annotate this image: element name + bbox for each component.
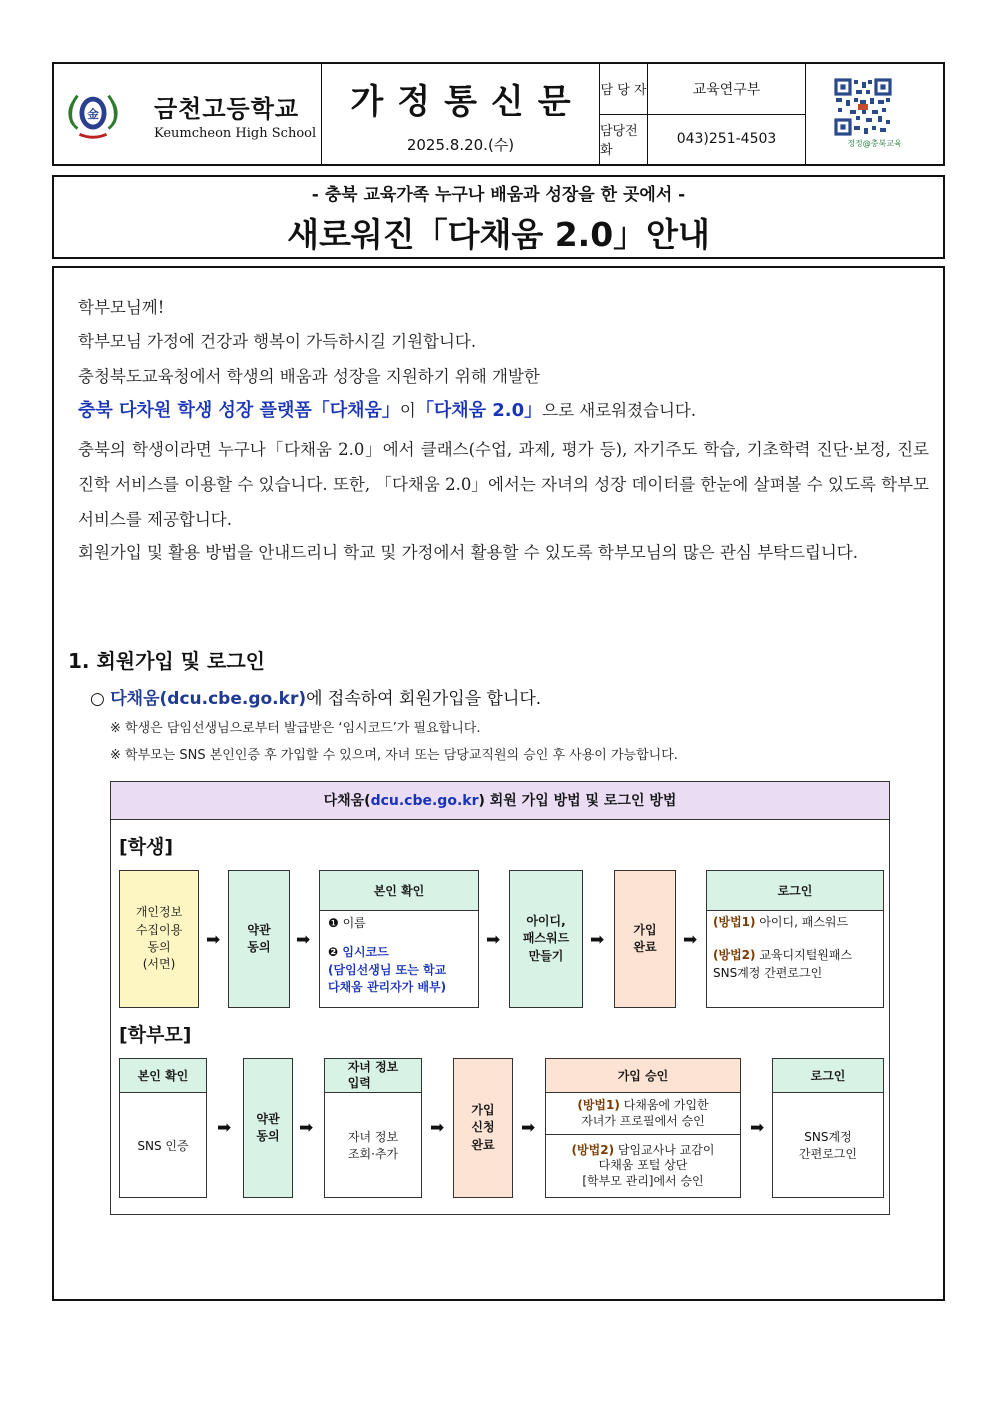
qr-caption: 정정@충북교육 — [847, 139, 902, 148]
title-subtitle: - 충북 교육가족 누구나 배움과 성장을 한 곳에서 - — [311, 185, 686, 205]
number-one-icon: ❶ — [328, 916, 339, 930]
parent-approval — [545, 1058, 741, 1198]
title-box — [52, 175, 945, 259]
approval-method2-label: (방법2) — [571, 1142, 615, 1157]
doc-type-cell — [322, 64, 600, 164]
parent-child-info-title: 자녀 정보 입력 — [325, 1059, 421, 1093]
diagram-title-part: ) 회원 가입 방법 및 로그인 방법 — [478, 793, 677, 809]
phone-label: 담당전화 — [600, 124, 638, 159]
arrow-icon: ➡ — [217, 1118, 232, 1138]
arrow-icon: ➡ — [683, 930, 698, 950]
signup-bullet — [90, 684, 541, 709]
student-group-label: [학생] — [119, 836, 174, 858]
parent-id-check — [119, 1058, 207, 1198]
diagram-title-site[interactable]: dcu.cbe.go.kr — [370, 793, 479, 809]
contact-label: 담 당 자 — [600, 64, 647, 115]
paragraph-intro: 충청북도교육청에서 학생의 배움과 성장을 지원하기 위해 개발한 — [78, 367, 540, 386]
student-id-check-title: 본인 확인 — [320, 871, 478, 911]
student-privacy-consent: 개인정보 수집이용 동의 (서면) — [119, 870, 199, 1008]
qr-cell — [806, 64, 943, 164]
parent-login-title: 로그인 — [773, 1059, 883, 1093]
paragraph-services: 충북의 학생이라면 누구나「다채움 2.0」에서 클래스(수업, 과제, 평가 등), 자기주도 학습, 기초학력 진단·보정, 진로진학 서비스를 이용할 수 있습니다. 또한, 「다채움 2.0」에서는 자녀의 성장 데이터를 한눈에 살펴볼 수 있도록 학부모 서비스를 제공합니다. — [78, 440, 929, 529]
approval-method1: 다채움에 가입한 자녀가 프로필에서 승인 — [581, 1097, 709, 1128]
arrow-icon: ➡ — [206, 930, 221, 950]
login-method2: 교육디지털원패스 SNS계정 간편로그인 — [713, 948, 853, 980]
arrow-icon: ➡ — [750, 1118, 765, 1138]
note-parent: ※ 학부모는 SNS 본인인증 후 가입할 수 있으며, 자녀 또는 담당교직원의 승인 후 사용이 가능합니다. — [110, 748, 678, 763]
platform-particle: 이 — [399, 401, 416, 420]
section-title: 1. 회원가입 및 로그인 — [68, 649, 265, 673]
id-item-tempcode: 임시코드 — [342, 945, 389, 960]
arrow-icon: ➡ — [430, 1118, 445, 1138]
login-method1: 아이디, 패스워드 — [759, 915, 849, 929]
arrow-icon: ➡ — [521, 1118, 536, 1138]
platform-new-name: 「다채움 2.0」 — [415, 400, 543, 421]
bullet-text: 에 접속하여 회원가입을 합니다. — [306, 689, 542, 709]
signup-diagram — [110, 781, 890, 1215]
school-cell — [54, 64, 322, 164]
student-login — [706, 870, 884, 1008]
arrow-icon: ➡ — [296, 930, 311, 950]
parent-approval-title: 가입 승인 — [546, 1059, 740, 1093]
note-student: ※ 학생은 담임선생님으로부터 발급받은 ‘임시코드’가 필요합니다. — [110, 721, 481, 736]
doc-type-title: 가정통신문 — [350, 82, 585, 122]
contact-value: 교육연구부 — [648, 64, 805, 115]
paragraph-request: 회원가입 및 활용 방법을 안내드리니 학교 및 가정에서 활용할 수 있도록 학부모님의 많은 관심 부탁드립니다. — [78, 543, 858, 562]
student-id-check — [319, 870, 479, 1008]
site-link[interactable]: 다채움(dcu.cbe.go.kr) — [110, 689, 307, 709]
parent-terms-consent: 약관 동의 — [243, 1058, 293, 1198]
student-signup-done: 가입 완료 — [614, 870, 676, 1008]
parent-login-body: SNS계정 간편로그인 — [799, 1130, 857, 1161]
student-login-title: 로그인 — [707, 871, 883, 911]
platform-rest: 으로 새로워졌습니다. — [542, 401, 697, 420]
parent-approval-method2 — [546, 1135, 740, 1197]
login-method1-label: (방법1) — [713, 915, 756, 929]
svg-text:金: 金 — [87, 106, 99, 121]
parent-id-check-body: SNS 인증 — [137, 1138, 189, 1153]
greeting: 학부모님께! — [78, 298, 165, 317]
phone-value: 043)251-4503 — [676, 131, 777, 148]
meta-values — [648, 64, 806, 164]
student-id-check-body — [320, 911, 478, 1001]
bullet-mark: ○ — [90, 689, 105, 709]
paragraph-platform — [78, 396, 929, 422]
parent-child-info-body: 자녀 정보 조회·추가 — [347, 1130, 399, 1161]
student-terms-consent: 약관 동의 — [228, 870, 290, 1008]
number-two-icon: ❷ — [328, 945, 339, 960]
parent-group-label: [학부모] — [119, 1024, 192, 1046]
school-emblem-icon — [64, 86, 122, 144]
id-item-name: 이름 — [342, 916, 366, 930]
diagram-title — [111, 782, 889, 820]
parent-login — [772, 1058, 884, 1198]
approval-method2: 담임교사나 교감이 다채움 포털 상단 [학부모 관리]에서 승인 — [582, 1142, 715, 1188]
meta-labels — [600, 64, 648, 164]
school-name-english: Keumcheon High School — [154, 126, 317, 141]
platform-name: 충북 다차원 학생 성장 플랫폼「다채움」 — [78, 400, 400, 421]
approval-method1-label: (방법1) — [577, 1097, 620, 1112]
arrow-icon: ➡ — [299, 1118, 314, 1138]
parent-apply-done: 가입 신청 완료 — [453, 1058, 513, 1198]
doc-date: 2025.8.20.(수) — [406, 136, 515, 154]
qr-code-icon[interactable] — [834, 78, 892, 136]
parent-child-info — [324, 1058, 422, 1198]
parent-approval-method1 — [546, 1093, 740, 1135]
paragraph-wish: 학부모님 가정에 건강과 행복이 가득하시길 기원합니다. — [78, 332, 477, 351]
tempcode-note: (담임선생님 또는 학교 다채움 관리자가 배부) — [328, 962, 447, 995]
arrow-icon: ➡ — [486, 930, 501, 950]
parent-id-check-title: 본인 확인 — [120, 1059, 206, 1093]
arrow-icon: ➡ — [590, 930, 605, 950]
header-table — [52, 62, 945, 166]
student-make-id: 아이디, 패스워드 만들기 — [509, 870, 583, 1008]
content-box — [52, 266, 945, 1301]
student-login-body — [707, 911, 883, 985]
school-name: 금천고등학교 — [154, 95, 300, 123]
login-method2-label: (방법2) — [713, 948, 756, 963]
title-main: 새로워진「다채움 2.0」안내 — [287, 215, 710, 254]
diagram-title-part: 다채움( — [323, 793, 371, 809]
